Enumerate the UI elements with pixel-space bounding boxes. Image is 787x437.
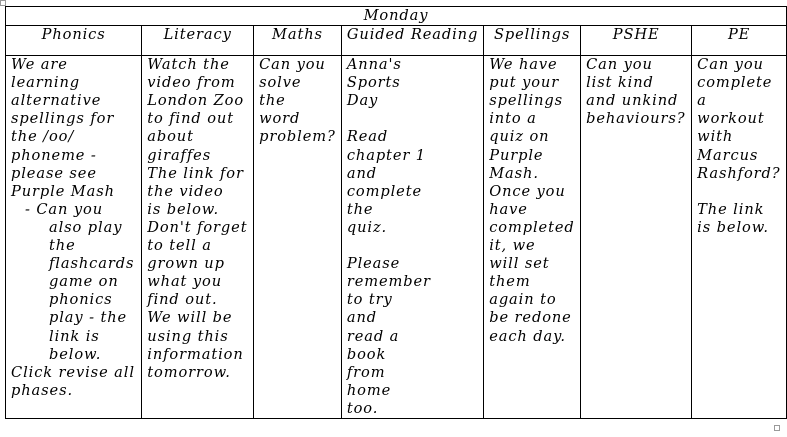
literacy-cell bbox=[142, 56, 254, 419]
phonics-line: phoneme - bbox=[11, 146, 97, 164]
literacy-line: video from bbox=[147, 74, 236, 92]
phonics-line: please see bbox=[11, 164, 97, 182]
pe-line: workout bbox=[697, 110, 765, 128]
guided-reading-line: chapter 1 bbox=[346, 146, 426, 164]
guided-reading-line: home bbox=[346, 381, 392, 399]
spellings-line: quiz on bbox=[489, 128, 550, 146]
pe-cell bbox=[692, 56, 787, 419]
subject-heading-spellings: Spellings bbox=[484, 26, 581, 56]
spellings-line: them bbox=[489, 273, 531, 291]
literacy-line: tomorrow. bbox=[147, 363, 231, 381]
spellings-line: Mash. bbox=[489, 164, 539, 182]
guided-reading-line: remember bbox=[346, 273, 431, 291]
guided-reading-line: Read bbox=[346, 128, 389, 146]
literacy-line: We will be bbox=[147, 309, 233, 327]
guided-reading-cell bbox=[341, 56, 483, 419]
literacy-line: London Zoo bbox=[147, 92, 245, 110]
subject-heading-maths: Maths bbox=[254, 26, 342, 56]
guided-reading-line: too. bbox=[346, 399, 379, 417]
phonics-line: alternative bbox=[11, 92, 102, 110]
maths-line: word bbox=[259, 110, 301, 128]
subject-header-row bbox=[6, 26, 787, 56]
phonics-sub-line: link is bbox=[49, 327, 100, 345]
guided-reading-line: the bbox=[346, 200, 374, 218]
spellings-line: will set bbox=[489, 255, 550, 273]
phonics-sub-line: below. bbox=[49, 345, 102, 363]
guided-reading-line bbox=[347, 237, 478, 255]
phonics-sub-line: the bbox=[49, 237, 76, 255]
literacy-line: information bbox=[147, 345, 244, 363]
pe-line: complete bbox=[697, 74, 773, 92]
phonics-line: spellings for bbox=[11, 110, 115, 128]
guided-reading-line: from bbox=[346, 363, 386, 381]
phonics-sub-line: game on bbox=[49, 273, 119, 291]
subject-heading-pe: PE bbox=[692, 26, 787, 56]
phonics-line: learning bbox=[11, 74, 80, 92]
spellings-line: We have bbox=[489, 56, 558, 74]
pshe-line: Can you bbox=[586, 56, 653, 74]
spellings-line: completed bbox=[489, 218, 575, 236]
guided-reading-line: Day bbox=[346, 92, 379, 110]
literacy-line: grown up bbox=[147, 255, 225, 273]
phonics-line: We are bbox=[11, 56, 68, 74]
spellings-line: put your bbox=[489, 74, 560, 92]
pe-line: a bbox=[697, 92, 707, 110]
day-header-row bbox=[6, 7, 787, 26]
pe-line: Can you bbox=[697, 56, 764, 74]
pe-line: The link bbox=[697, 200, 765, 218]
spellings-line: be redone bbox=[489, 309, 572, 327]
literacy-line: The link for bbox=[147, 164, 244, 182]
phonics-cell bbox=[6, 56, 142, 419]
subject-heading-literacy: Literacy bbox=[142, 26, 254, 56]
pe-line: is below. bbox=[697, 218, 769, 236]
timetable bbox=[5, 6, 787, 419]
phonics-sub-line: flashcards bbox=[49, 255, 135, 273]
spellings-line: Once you bbox=[489, 182, 566, 200]
table-resize-handle[interactable] bbox=[774, 425, 780, 431]
spellings-line: each day. bbox=[489, 327, 566, 345]
phonics-line: phases. bbox=[11, 381, 73, 399]
maths-line: solve bbox=[259, 74, 302, 92]
maths-line: the bbox=[259, 92, 286, 110]
guided-reading-line: Anna's bbox=[346, 56, 402, 74]
phonics-sub-line: phonics bbox=[49, 291, 113, 309]
guided-reading-line: to try bbox=[346, 291, 393, 309]
maths-cell bbox=[254, 56, 342, 419]
pe-line bbox=[697, 183, 781, 201]
pshe-cell bbox=[581, 56, 692, 419]
spellings-cell bbox=[484, 56, 581, 419]
phonics-line: Purple Mash bbox=[11, 182, 115, 200]
literacy-line: what you bbox=[147, 273, 222, 291]
literacy-line: to tell a bbox=[147, 237, 212, 255]
literacy-line: find out. bbox=[147, 291, 218, 309]
maths-line: Can you bbox=[259, 56, 326, 74]
guided-reading-line: complete bbox=[346, 182, 422, 200]
pe-line: Marcus bbox=[697, 146, 759, 164]
literacy-line: to find out bbox=[147, 110, 234, 128]
spellings-line: into a bbox=[489, 110, 537, 128]
guided-reading-line: book bbox=[346, 345, 387, 363]
pshe-line: behaviours? bbox=[586, 110, 686, 128]
pshe-line: list kind bbox=[586, 74, 654, 92]
phonics-sub-line: play - the bbox=[49, 309, 128, 327]
spellings-line: again to bbox=[489, 291, 557, 309]
guided-reading-line: Sports bbox=[346, 74, 401, 92]
spellings-line: it, we bbox=[489, 237, 536, 255]
phonics-bullet-item: - Can you bbox=[25, 200, 104, 218]
spellings-line: spellings bbox=[489, 92, 564, 110]
literacy-line: giraffes bbox=[147, 146, 212, 164]
literacy-line: the video bbox=[147, 182, 224, 200]
guided-reading-line: and bbox=[346, 164, 377, 182]
pe-line: Rashford? bbox=[697, 164, 781, 182]
pe-line: with bbox=[697, 128, 734, 146]
guided-reading-line: Please bbox=[346, 255, 401, 273]
literacy-line: Watch the bbox=[147, 56, 230, 74]
phonics-line: Click revise all bbox=[11, 363, 135, 381]
literacy-line: using this bbox=[147, 327, 229, 345]
day-heading: Monday bbox=[6, 7, 787, 26]
phonics-sub-line: also play bbox=[49, 218, 123, 236]
maths-line: problem? bbox=[259, 128, 336, 146]
guided-reading-line: and bbox=[346, 309, 377, 327]
spellings-line: have bbox=[489, 200, 528, 218]
literacy-line: Don't forget bbox=[147, 218, 248, 236]
subject-heading-pshe: PSHE bbox=[581, 26, 692, 56]
literacy-line: about bbox=[147, 128, 194, 146]
phonics-line: the /oo/ bbox=[11, 128, 75, 146]
literacy-line: is below. bbox=[147, 200, 219, 218]
activity-row bbox=[6, 56, 787, 419]
pshe-line: and unkind bbox=[586, 92, 679, 110]
spellings-line: Purple bbox=[489, 146, 544, 164]
guided-reading-line bbox=[347, 110, 478, 128]
subject-heading-guided-reading: Guided Reading bbox=[341, 26, 483, 56]
guided-reading-line: quiz. bbox=[346, 218, 388, 236]
guided-reading-line: read a bbox=[346, 327, 400, 345]
subject-heading-phonics: Phonics bbox=[6, 26, 142, 56]
